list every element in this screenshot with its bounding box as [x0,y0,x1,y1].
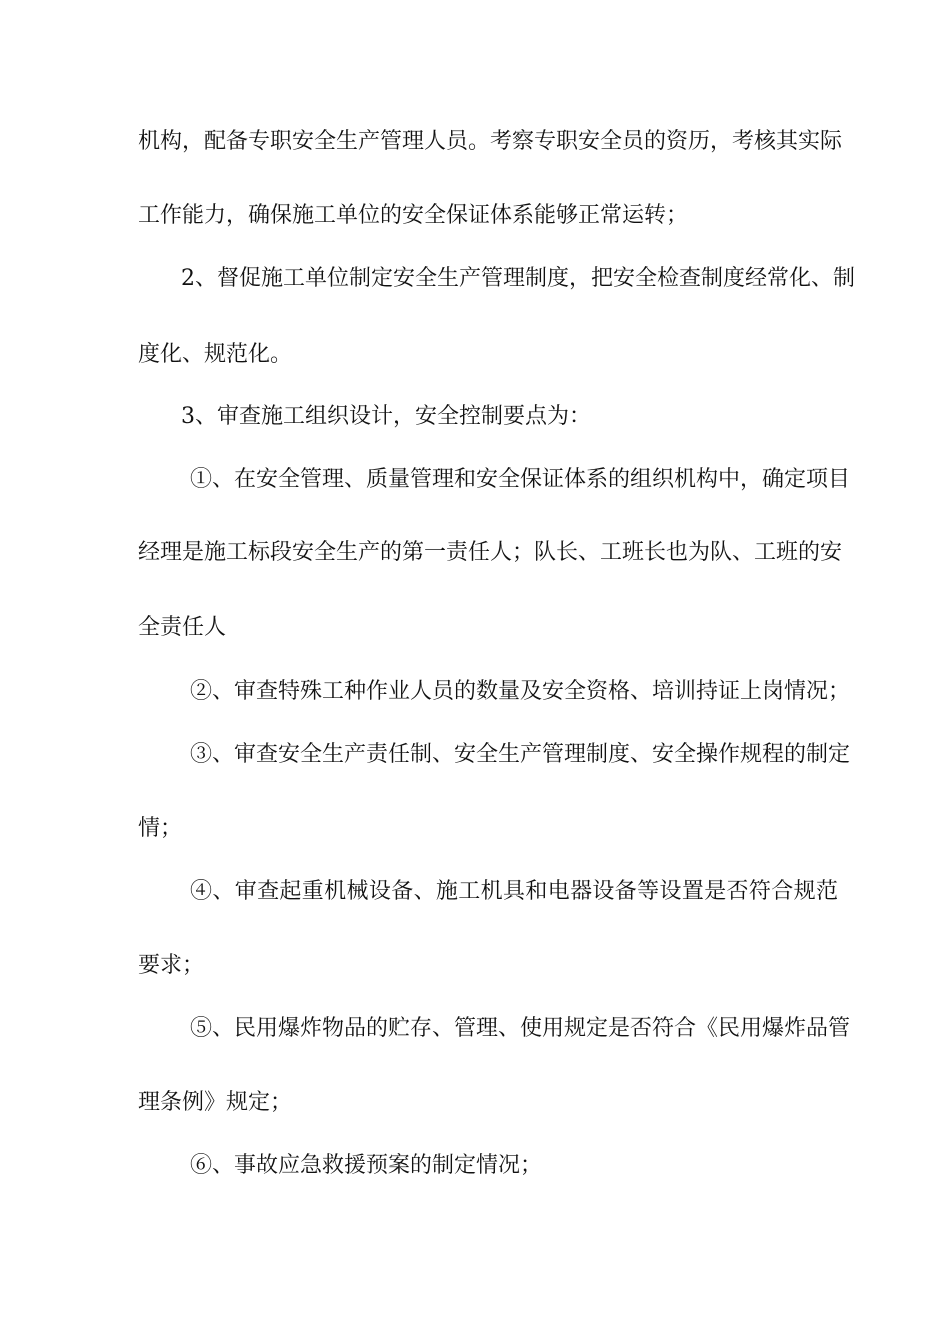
text-line-11: 情； [138,816,183,841]
text-line-4: 度化、规范化。 [138,342,293,367]
text-line-8: 全责任人 [138,615,227,640]
text-line-2: 工作能力，确保施工单位的安全保证体系能够正常运转； [138,203,689,228]
text-line-3: 2、督促施工单位制定安全生产管理制度，把安全检查制度经常化、制 [181,266,855,291]
text-line-14: ⑤、民用爆炸物品的贮存、管理、使用规定是否符合《民用爆炸品管 [190,1016,851,1041]
text-line-12: ④、审查起重机械设备、施工机具和电器设备等设置是否符合规范 [190,879,838,904]
text-line-10: ③、审查安全生产责任制、安全生产管理制度、安全操作规程的制定 [190,742,851,767]
text-line-15: 理条例》规定； [138,1090,293,1115]
text-line-1: 机构，配备专职安全生产管理人员。考察专职安全员的资历，考核其实际 [138,129,843,154]
text-line-16: ⑥、事故应急救援预案的制定情况； [190,1153,543,1178]
text-line-5: 3、审查施工组织设计，安全控制要点为： [181,404,591,429]
text-line-9: ②、审查特殊工种作业人员的数量及安全资格、培训持证上岗情况； [190,679,851,704]
text-line-13: 要求； [138,953,205,978]
text-line-7: 经理是施工标段安全生产的第一责任人；队长、工班长也为队、工班的安 [138,540,843,565]
text-line-6: ①、在安全管理、质量管理和安全保证体系的组织机构中，确定项目 [190,467,851,492]
